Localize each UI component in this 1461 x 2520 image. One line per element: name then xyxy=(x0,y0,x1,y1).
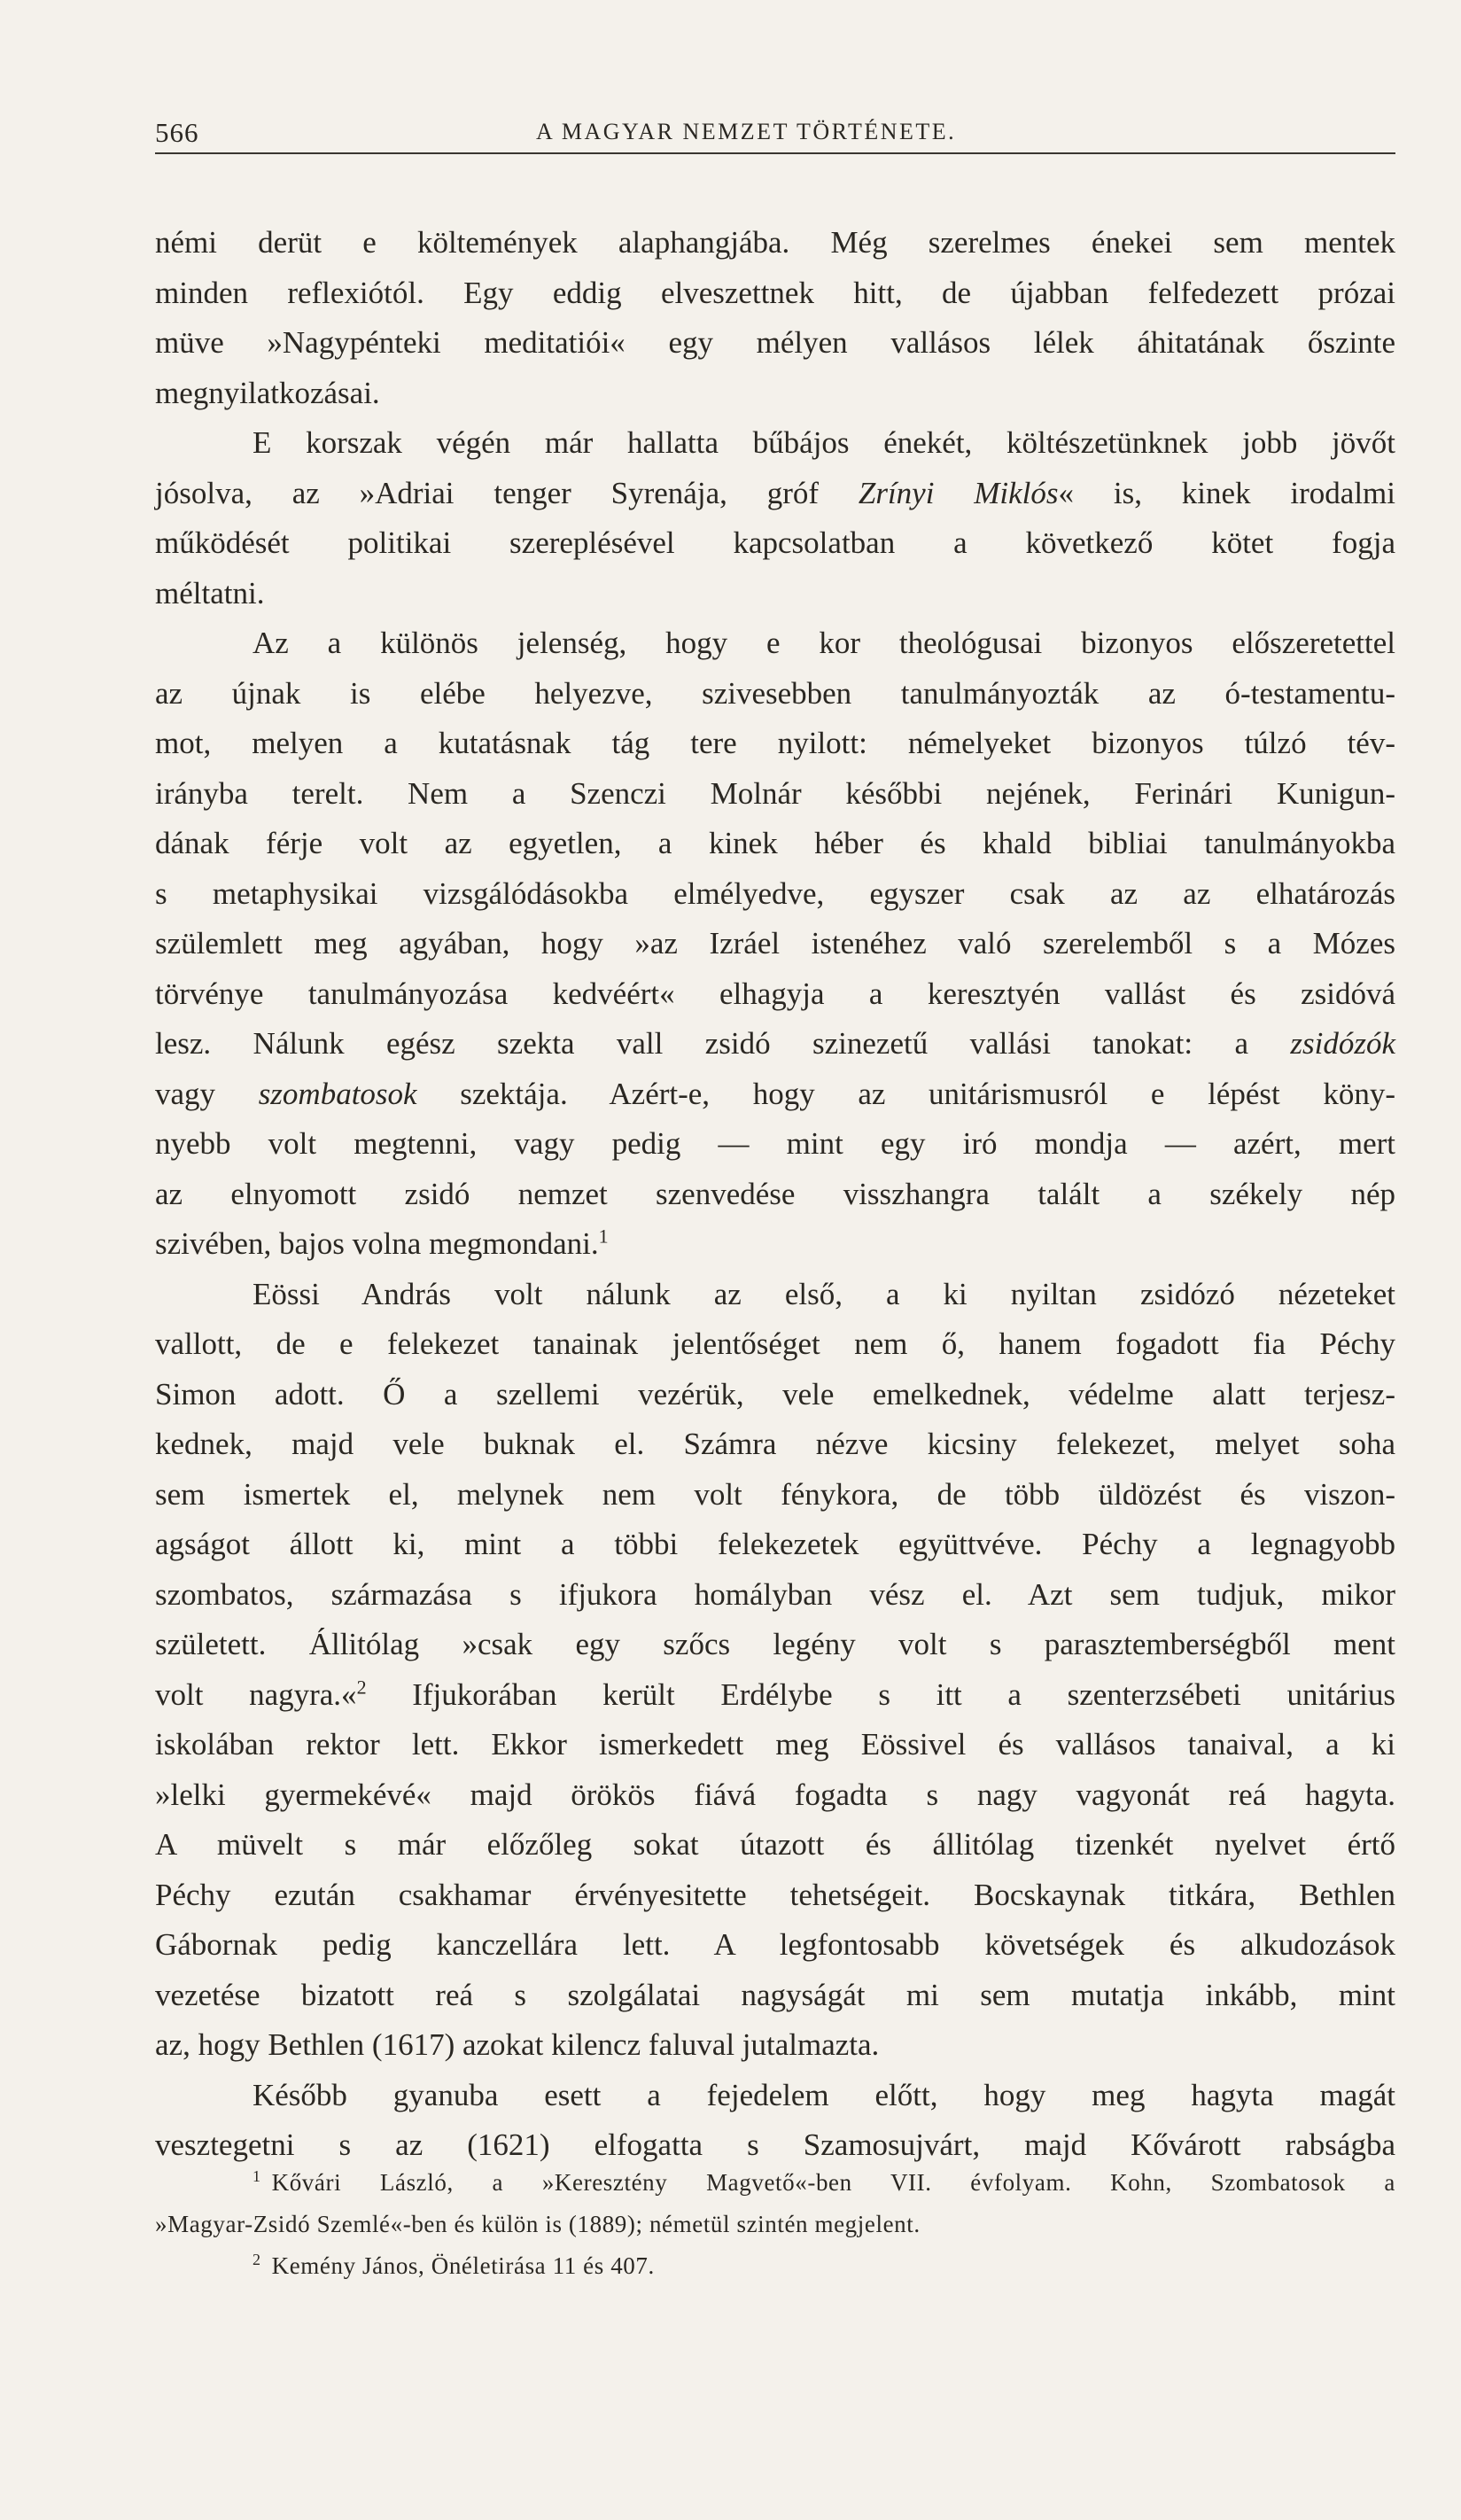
italic-term: szombatosok xyxy=(258,1076,417,1111)
paragraph-start: E korszak végén már hallatta bűbájos énekét, költészetünknek jobb jövőt xyxy=(253,425,1395,460)
text-line: született. Állitólag »csak egy szőcs legény volt s parasztemberségből ment xyxy=(155,1627,1395,1661)
text-segment: szivében, bajos volna megmondani. xyxy=(155,1226,599,1261)
text-line: Gábornak pedig kanczellára lett. A legfontosabb követségek és alkudozások xyxy=(155,1927,1395,1962)
text-line: vezetése bizatott reá s szolgálatai nagyságát mi sem mutatja inkább, mint xyxy=(155,1977,1395,2012)
text-line: némi derüt e költemények alaphangjába. Még szerelmes énekei sem mentek xyxy=(155,225,1395,260)
text-line: mot, melyen a kutatásnak tág tere nyilott: némelyeket bizonyos túlzó tév- xyxy=(155,726,1395,760)
text-line: szombatos, származása s ifjukora homályban vész el. Azt sem tudjuk, mikor xyxy=(155,1576,1395,1612)
text-line: törvénye tanulmányozása kedvéért« elhagyja a keresztyén vallást és zsidóvá xyxy=(155,976,1395,1011)
footnote-1-continued: »Magyar-Zsidó Szemlé«-ben és külön is (1889); németül szintén megjelent. xyxy=(155,2211,921,2237)
text-line: A müvelt s már előzőleg sokat útazott és állitólag tizenkét nyelvet értő xyxy=(155,1827,1395,1862)
footnote-ref[interactable]: 2 xyxy=(356,1675,367,1698)
footnote-text: Kővári László, a »Keresztény Magvető«-ben VII. évfolyam. Kohn, Szombatosok a xyxy=(271,2169,1395,2196)
paragraph-start: Eössi András volt nálunk az első, a ki nyiltan zsidózó nézeteket xyxy=(253,1276,1395,1311)
text-line: vallott, de e felekezet tanainak jelentőséget nem ő, hanem fogadott fia Péchy xyxy=(155,1326,1395,1361)
text-line: nyebb volt megtenni, vagy pedig — mint egy iró mondja — azért, mert xyxy=(155,1126,1395,1161)
text-segment: jósolva, az »Adriai tenger Syrenája, gróf xyxy=(155,475,859,510)
page-header xyxy=(155,117,1395,154)
footnote-mark: 1 xyxy=(253,2167,261,2185)
text-segment: volt nagyra.« xyxy=(155,1676,357,1712)
text-line: müve »Nagypénteki meditatiói« egy mélyen vallásos lélek áhitatának őszinte xyxy=(155,325,1395,360)
text-line: méltatni. xyxy=(155,575,265,611)
running-title: A MAGYAR NEMZET TÖRTÉNETE. xyxy=(536,119,957,144)
text-segment: vagy xyxy=(155,1076,259,1111)
text-line: az elnyomott zsidó nemzet szenvedése visszhangra talált a székely nép xyxy=(155,1176,1395,1211)
text-line: megnyilatkozásai. xyxy=(155,375,380,410)
italic-term: zsidózók xyxy=(1290,1026,1395,1061)
body-text xyxy=(155,218,1395,2171)
text-segment: Ifjukorában került Erdélybe s itt a szenterzsébeti unitárius xyxy=(366,1676,1395,1712)
text-line: Simon adott. Ő a szellemi vezérük, vele emelkednek, védelme alatt terjesz- xyxy=(155,1376,1395,1412)
footnote-mark: 2 xyxy=(253,2251,261,2268)
text-line xyxy=(155,1019,1395,1069)
text-line: minden reflexiótól. Egy eddig elveszettnek hitt, de újabban felfedezett prózai xyxy=(155,275,1395,310)
paragraph-start: Az a különös jelenség, hogy e kor theológusai bizonyos előszeretettel xyxy=(253,626,1395,660)
text-line xyxy=(155,469,1395,519)
text-line xyxy=(155,1069,1395,1120)
text-line: »lelki gyermekévé« majd örökös fiává fogadta s nagy vagyonát reá hagyta. xyxy=(155,1777,1395,1812)
paragraph-start: Később gyanuba esett a fejedelem előtt, hogy meg hagyta magát xyxy=(253,2077,1395,2112)
footnote-2 xyxy=(155,2245,1395,2287)
text-line: Péchy ezután csakhamar érvényesitette tehetségeit. Bocskaynak titkára, Bethlen xyxy=(155,1877,1395,1912)
text-segment: szektája. Azért-e, hogy az unitárismusról e lépést köny- xyxy=(416,1076,1396,1111)
text-line: működését politikai szereplésével kapcsolatban a következő kötet fogja xyxy=(155,525,1395,560)
text-line: szülemlett meg agyában, hogy »az Izráel istenéhez való szerelemből s a Mózes xyxy=(155,926,1395,961)
footnote-ref[interactable]: 1 xyxy=(598,1225,609,1248)
text-line: dának férje volt az egyetlen, a kinek héber és khald bibliai tanulmányokba xyxy=(155,826,1395,860)
text-line: vesztegetni s az (1621) elfogatta s Szamosujvárt, majd Kővárott rabságba xyxy=(155,2127,1395,2162)
text-line: sem ismertek el, melynek nem volt fénykora, de több üldözést és viszon- xyxy=(155,1476,1395,1512)
footnotes xyxy=(155,2162,1395,2287)
text-line: agságot állott ki, mint a többi felekezetek együttvéve. Péchy a legnagyobb xyxy=(155,1527,1395,1561)
text-line xyxy=(155,1670,1395,1721)
text-segment: « is, kinek irodalmi xyxy=(1058,475,1395,510)
text-line: az újnak is elébe helyezve, szivesebben tanulmányozták az ó-testamentu- xyxy=(155,675,1395,711)
text-line xyxy=(155,1219,1395,1270)
text-line: iskolában rektor lett. Ekkor ismerkedett meg Eössivel és vallásos tanaival, a ki xyxy=(155,1727,1395,1762)
page-number: 566 xyxy=(155,117,199,148)
text-segment: lesz. Nálunk egész szekta vall zsidó szinezetű vallási tanokat: a xyxy=(155,1026,1291,1061)
footnote-1 xyxy=(155,2162,1395,2204)
italic-name: Zrínyi Miklós xyxy=(858,475,1059,510)
text-line: s metaphysikai vizsgálódásokba elmélyedve, egyszer csak az az elhatározás xyxy=(155,875,1395,911)
footnote-text: Kemény János, Önéletirása 11 és 407. xyxy=(271,2252,655,2279)
text-line: az, hogy Bethlen (1617) azokat kilencz faluval jutalmazta. xyxy=(155,2027,880,2062)
text-line: irányba terelt. Nem a Szenczi Molnár későbbi nejének, Ferinári Kunigun- xyxy=(155,775,1395,811)
text-line: kednek, majd vele buknak el. Számra nézve kicsiny felekezet, melyet soha xyxy=(155,1427,1395,1461)
